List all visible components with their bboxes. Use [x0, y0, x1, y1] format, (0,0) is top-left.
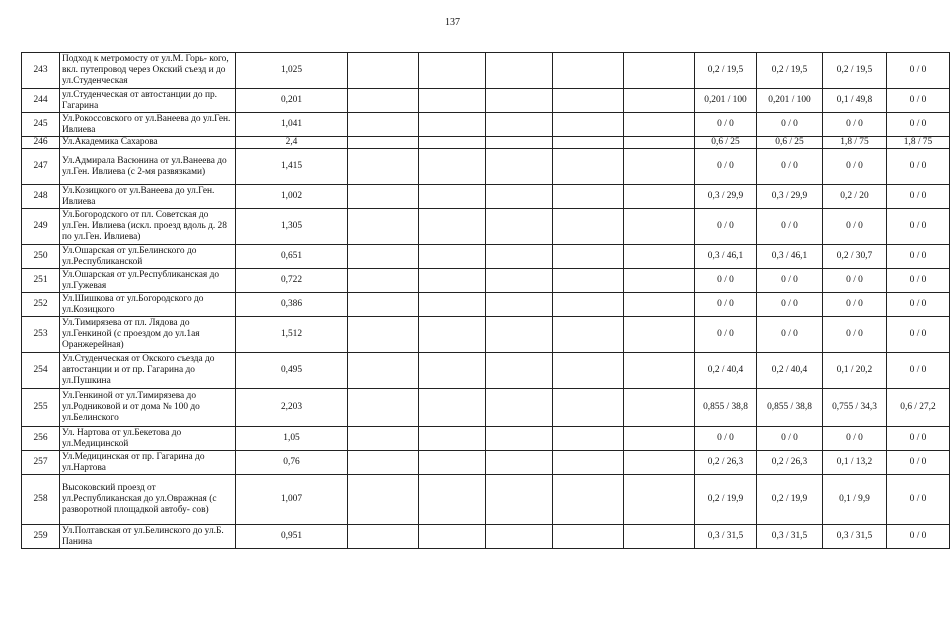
empty-cell	[624, 209, 695, 245]
empty-cell	[348, 113, 419, 137]
length-cell: 0,386	[236, 293, 348, 317]
empty-cell	[624, 149, 695, 185]
value-cell-3: 0 / 0	[823, 317, 887, 353]
row-number-cell: 259	[22, 525, 60, 549]
empty-cell	[486, 113, 553, 137]
value-cell-2: 0 / 0	[757, 293, 823, 317]
length-cell: 1,025	[236, 53, 348, 89]
empty-cell	[624, 269, 695, 293]
empty-cell	[486, 137, 553, 149]
table-row	[22, 89, 950, 113]
empty-cell	[553, 245, 624, 269]
table-row	[22, 293, 950, 317]
table-row	[22, 137, 950, 149]
empty-cell	[348, 209, 419, 245]
empty-cell	[553, 451, 624, 475]
value-cell-1: 0,3 / 46,1	[695, 245, 757, 269]
empty-cell	[486, 451, 553, 475]
street-description-cell: Ул. Нартова от ул.Бекетова до ул.Медицинской	[60, 427, 236, 451]
table-row	[22, 427, 950, 451]
street-description-cell: Ул.Шишкова от ул.Богородского до ул.Козицкого	[60, 293, 236, 317]
length-cell: 1,512	[236, 317, 348, 353]
value-cell-4: 0 / 0	[887, 89, 950, 113]
table-row	[22, 353, 950, 389]
row-number-cell: 244	[22, 89, 60, 113]
empty-cell	[486, 317, 553, 353]
empty-cell	[348, 245, 419, 269]
length-cell: 0,76	[236, 451, 348, 475]
empty-cell	[624, 475, 695, 525]
value-cell-4: 0 / 0	[887, 269, 950, 293]
table-row	[22, 185, 950, 209]
value-cell-1: 0,855 / 38,8	[695, 389, 757, 427]
value-cell-4: 0 / 0	[887, 209, 950, 245]
street-description-cell: Ул.Ошарская от ул.Белинского до ул.Республиканской	[60, 245, 236, 269]
empty-cell	[624, 245, 695, 269]
row-number-cell: 245	[22, 113, 60, 137]
value-cell-2: 0,2 / 19,9	[757, 475, 823, 525]
street-description-cell: Ул.Рокоссовского от ул.Ванеева до ул.Ген. Ивлиева	[60, 113, 236, 137]
value-cell-3: 0,1 / 49,8	[823, 89, 887, 113]
empty-cell	[348, 451, 419, 475]
value-cell-3: 0 / 0	[823, 269, 887, 293]
empty-cell	[486, 389, 553, 427]
table-row	[22, 475, 950, 525]
table-row	[22, 53, 950, 89]
value-cell-4: 0 / 0	[887, 427, 950, 451]
street-description-cell: Ул.Генкиной от ул.Тимирязева до ул.Родниковой и от дома № 100 до ул.Белинского	[60, 389, 236, 427]
value-cell-3: 0 / 0	[823, 149, 887, 185]
value-cell-4: 0 / 0	[887, 113, 950, 137]
row-number-cell: 249	[22, 209, 60, 245]
row-number-cell: 257	[22, 451, 60, 475]
empty-cell	[348, 389, 419, 427]
street-description-cell: Высоковский проезд от ул.Республиканская до ул.Овражная (с разворотной площадкой автобу- сов)	[60, 475, 236, 525]
value-cell-1: 0 / 0	[695, 209, 757, 245]
length-cell: 0,651	[236, 245, 348, 269]
empty-cell	[553, 185, 624, 209]
empty-cell	[419, 269, 486, 293]
value-cell-3: 0 / 0	[823, 113, 887, 137]
row-number-cell: 248	[22, 185, 60, 209]
table-row	[22, 149, 950, 185]
empty-cell	[624, 451, 695, 475]
length-cell: 2,4	[236, 137, 348, 149]
empty-cell	[553, 137, 624, 149]
street-description-cell: Ул.Богородского от пл. Советская до ул.Ген. Ивлиева (искл. проезд вдоль д. 28 по ул.Ген. Ивлиева)	[60, 209, 236, 245]
table-row	[22, 317, 950, 353]
empty-cell	[348, 525, 419, 549]
empty-cell	[348, 269, 419, 293]
value-cell-4: 0 / 0	[887, 475, 950, 525]
empty-cell	[553, 269, 624, 293]
value-cell-4: 0 / 0	[887, 525, 950, 549]
empty-cell	[624, 293, 695, 317]
value-cell-1: 0 / 0	[695, 317, 757, 353]
value-cell-1: 0,2 / 19,9	[695, 475, 757, 525]
length-cell: 1,007	[236, 475, 348, 525]
value-cell-1: 0,2 / 40,4	[695, 353, 757, 389]
row-number-cell: 243	[22, 53, 60, 89]
empty-cell	[624, 185, 695, 209]
street-description-cell: Ул.Тимирязева от пл. Лядова до ул.Генкиной (с проездом до ул.1ая Оранжерейная)	[60, 317, 236, 353]
street-description-cell: Ул.Козицкого от ул.Ванеева до ул.Ген. Ивлиева	[60, 185, 236, 209]
empty-cell	[624, 427, 695, 451]
value-cell-2: 0,2 / 19,5	[757, 53, 823, 89]
value-cell-3: 0,1 / 13,2	[823, 451, 887, 475]
empty-cell	[348, 137, 419, 149]
value-cell-4: 0,6 / 27,2	[887, 389, 950, 427]
value-cell-4: 0 / 0	[887, 293, 950, 317]
length-cell: 2,203	[236, 389, 348, 427]
street-description-cell: Ул.Медицинская от пр. Гагарина до ул.Нартова	[60, 451, 236, 475]
empty-cell	[419, 389, 486, 427]
value-cell-2: 0,2 / 26,3	[757, 451, 823, 475]
value-cell-3: 0,1 / 9,9	[823, 475, 887, 525]
value-cell-2: 0,855 / 38,8	[757, 389, 823, 427]
empty-cell	[419, 137, 486, 149]
value-cell-3: 0 / 0	[823, 293, 887, 317]
empty-cell	[486, 89, 553, 113]
empty-cell	[553, 293, 624, 317]
value-cell-3: 0 / 0	[823, 209, 887, 245]
street-description-cell: Ул.Академика Сахарова	[60, 137, 236, 149]
value-cell-1: 0 / 0	[695, 269, 757, 293]
empty-cell	[486, 53, 553, 89]
value-cell-4: 0 / 0	[887, 451, 950, 475]
row-number-cell: 252	[22, 293, 60, 317]
roads-table	[21, 52, 950, 549]
empty-cell	[419, 525, 486, 549]
value-cell-1: 0,2 / 26,3	[695, 451, 757, 475]
empty-cell	[419, 149, 486, 185]
street-description-cell: ул.Студенческая от автостанции до пр. Гагарина	[60, 89, 236, 113]
length-cell: 0,722	[236, 269, 348, 293]
empty-cell	[553, 475, 624, 525]
value-cell-2: 0,6 / 25	[757, 137, 823, 149]
empty-cell	[553, 317, 624, 353]
value-cell-3: 1,8 / 75	[823, 137, 887, 149]
row-number-cell: 251	[22, 269, 60, 293]
table-row	[22, 245, 950, 269]
empty-cell	[486, 269, 553, 293]
value-cell-2: 0 / 0	[757, 317, 823, 353]
street-description-cell: Ул.Студенческая от Окского съезда до автостанции и от пр. Гагарина до ул.Пушкина	[60, 353, 236, 389]
empty-cell	[624, 89, 695, 113]
table-row	[22, 113, 950, 137]
empty-cell	[486, 525, 553, 549]
row-number-cell: 258	[22, 475, 60, 525]
value-cell-1: 0,6 / 25	[695, 137, 757, 149]
value-cell-3: 0,2 / 20	[823, 185, 887, 209]
value-cell-2: 0 / 0	[757, 149, 823, 185]
row-number-cell: 256	[22, 427, 60, 451]
value-cell-3: 0,2 / 19,5	[823, 53, 887, 89]
row-number-cell: 250	[22, 245, 60, 269]
empty-cell	[553, 353, 624, 389]
value-cell-1: 0,201 / 100	[695, 89, 757, 113]
empty-cell	[624, 353, 695, 389]
value-cell-2: 0 / 0	[757, 427, 823, 451]
row-number-cell: 246	[22, 137, 60, 149]
empty-cell	[348, 53, 419, 89]
empty-cell	[553, 427, 624, 451]
empty-cell	[553, 113, 624, 137]
value-cell-2: 0 / 0	[757, 113, 823, 137]
empty-cell	[419, 427, 486, 451]
length-cell: 0,201	[236, 89, 348, 113]
table-row	[22, 269, 950, 293]
page-number: 137	[445, 17, 460, 28]
value-cell-3: 0,3 / 31,5	[823, 525, 887, 549]
empty-cell	[624, 137, 695, 149]
street-description-cell: Ул.Полтавская от ул.Белинского до ул.Б. Панина	[60, 525, 236, 549]
length-cell: 0,951	[236, 525, 348, 549]
empty-cell	[624, 389, 695, 427]
empty-cell	[419, 317, 486, 353]
empty-cell	[553, 149, 624, 185]
value-cell-4: 0 / 0	[887, 149, 950, 185]
empty-cell	[486, 209, 553, 245]
length-cell: 1,415	[236, 149, 348, 185]
value-cell-4: 0 / 0	[887, 245, 950, 269]
value-cell-3: 0,2 / 30,7	[823, 245, 887, 269]
table-row	[22, 389, 950, 427]
empty-cell	[553, 209, 624, 245]
empty-cell	[419, 89, 486, 113]
value-cell-2: 0 / 0	[757, 269, 823, 293]
empty-cell	[624, 113, 695, 137]
value-cell-1: 0,3 / 31,5	[695, 525, 757, 549]
empty-cell	[419, 451, 486, 475]
value-cell-2: 0,3 / 29,9	[757, 185, 823, 209]
empty-cell	[553, 53, 624, 89]
value-cell-2: 0,3 / 31,5	[757, 525, 823, 549]
empty-cell	[553, 525, 624, 549]
empty-cell	[419, 475, 486, 525]
value-cell-2: 0 / 0	[757, 209, 823, 245]
street-description-cell: Ул.Ошарская от ул.Республиканская до ул.Гужевая	[60, 269, 236, 293]
empty-cell	[348, 353, 419, 389]
row-number-cell: 255	[22, 389, 60, 427]
empty-cell	[419, 113, 486, 137]
value-cell-2: 0,2 / 40,4	[757, 353, 823, 389]
table-row	[22, 451, 950, 475]
value-cell-4: 0 / 0	[887, 185, 950, 209]
value-cell-4: 0 / 0	[887, 53, 950, 89]
empty-cell	[348, 427, 419, 451]
length-cell: 1,305	[236, 209, 348, 245]
empty-cell	[553, 89, 624, 113]
value-cell-2: 0,3 / 46,1	[757, 245, 823, 269]
length-cell: 0,495	[236, 353, 348, 389]
value-cell-3: 0,755 / 34,3	[823, 389, 887, 427]
value-cell-1: 0 / 0	[695, 113, 757, 137]
empty-cell	[348, 293, 419, 317]
empty-cell	[624, 525, 695, 549]
empty-cell	[419, 353, 486, 389]
value-cell-3: 0,1 / 20,2	[823, 353, 887, 389]
empty-cell	[486, 427, 553, 451]
value-cell-2: 0,201 / 100	[757, 89, 823, 113]
empty-cell	[419, 293, 486, 317]
empty-cell	[348, 475, 419, 525]
row-number-cell: 254	[22, 353, 60, 389]
empty-cell	[486, 475, 553, 525]
value-cell-4: 1,8 / 75	[887, 137, 950, 149]
empty-cell	[419, 185, 486, 209]
empty-cell	[624, 53, 695, 89]
table-row	[22, 209, 950, 245]
length-cell: 1,05	[236, 427, 348, 451]
empty-cell	[486, 149, 553, 185]
empty-cell	[419, 53, 486, 89]
empty-cell	[348, 149, 419, 185]
value-cell-4: 0 / 0	[887, 317, 950, 353]
street-description-cell: Подход к метромосту от ул.М. Горь- кого, вкл. путепровод через Окский съезд и до ул.Студенческая	[60, 53, 236, 89]
value-cell-3: 0 / 0	[823, 427, 887, 451]
table-row	[22, 525, 950, 549]
value-cell-1: 0 / 0	[695, 293, 757, 317]
empty-cell	[486, 353, 553, 389]
empty-cell	[624, 317, 695, 353]
empty-cell	[486, 185, 553, 209]
length-cell: 1,041	[236, 113, 348, 137]
length-cell: 1,002	[236, 185, 348, 209]
row-number-cell: 247	[22, 149, 60, 185]
value-cell-1: 0,2 / 19,5	[695, 53, 757, 89]
empty-cell	[486, 245, 553, 269]
empty-cell	[348, 89, 419, 113]
value-cell-1: 0 / 0	[695, 427, 757, 451]
row-number-cell: 253	[22, 317, 60, 353]
empty-cell	[348, 317, 419, 353]
value-cell-4: 0 / 0	[887, 353, 950, 389]
empty-cell	[486, 293, 553, 317]
empty-cell	[553, 389, 624, 427]
empty-cell	[419, 209, 486, 245]
value-cell-1: 0,3 / 29,9	[695, 185, 757, 209]
street-description-cell: Ул.Адмирала Васюнина от ул.Ванеева до ул.Ген. Ивлиева (с 2-мя развязками)	[60, 149, 236, 185]
value-cell-1: 0 / 0	[695, 149, 757, 185]
empty-cell	[348, 185, 419, 209]
empty-cell	[419, 245, 486, 269]
